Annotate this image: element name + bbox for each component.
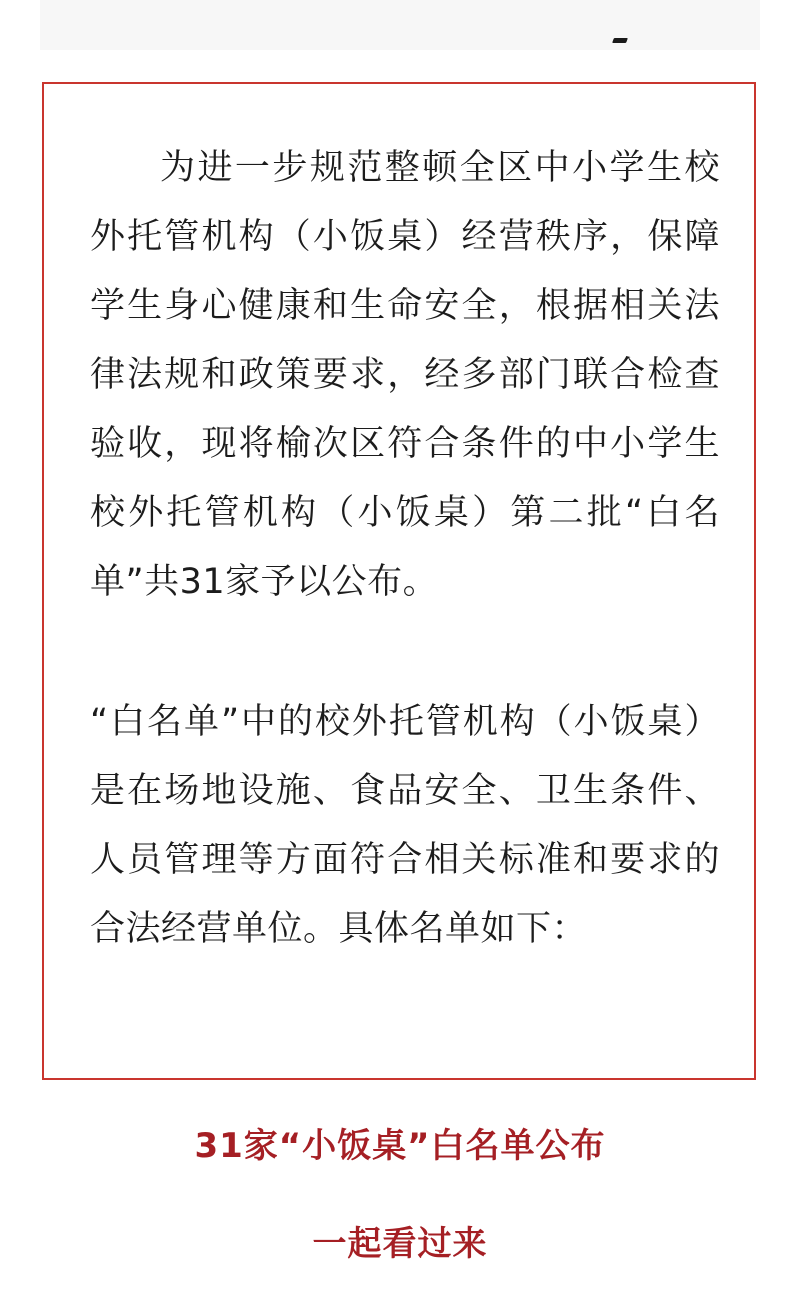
notice-paragraph-2: “白名单”中的校外托管机构（小饭桌）是在场地设施、食品安全、卫生条件、人员管理等方面符合相关标准和要求的合法经营单位。具体名单如下： (90, 702, 720, 949)
top-image-strip (40, 0, 760, 50)
look-together-headline: 一起看过来 (312, 1224, 488, 1264)
notice-box (42, 82, 756, 1080)
notice-paragraph-1: 为进一步规范整顿全区中小学生校外托管机构（小饭桌）经营秩序，保障学生身心健康和生命安全，根据相关法律法规和政策要求，经多部门联合检查验收，现将榆次区符合条件的中小学生校外托管机构（小饭桌）第二批“白名单”共31家予以公布。 (90, 148, 720, 602)
whitelist-headline: 31家“小饭桌”白名单公布 (194, 1126, 606, 1166)
decorative-mark (612, 38, 628, 43)
